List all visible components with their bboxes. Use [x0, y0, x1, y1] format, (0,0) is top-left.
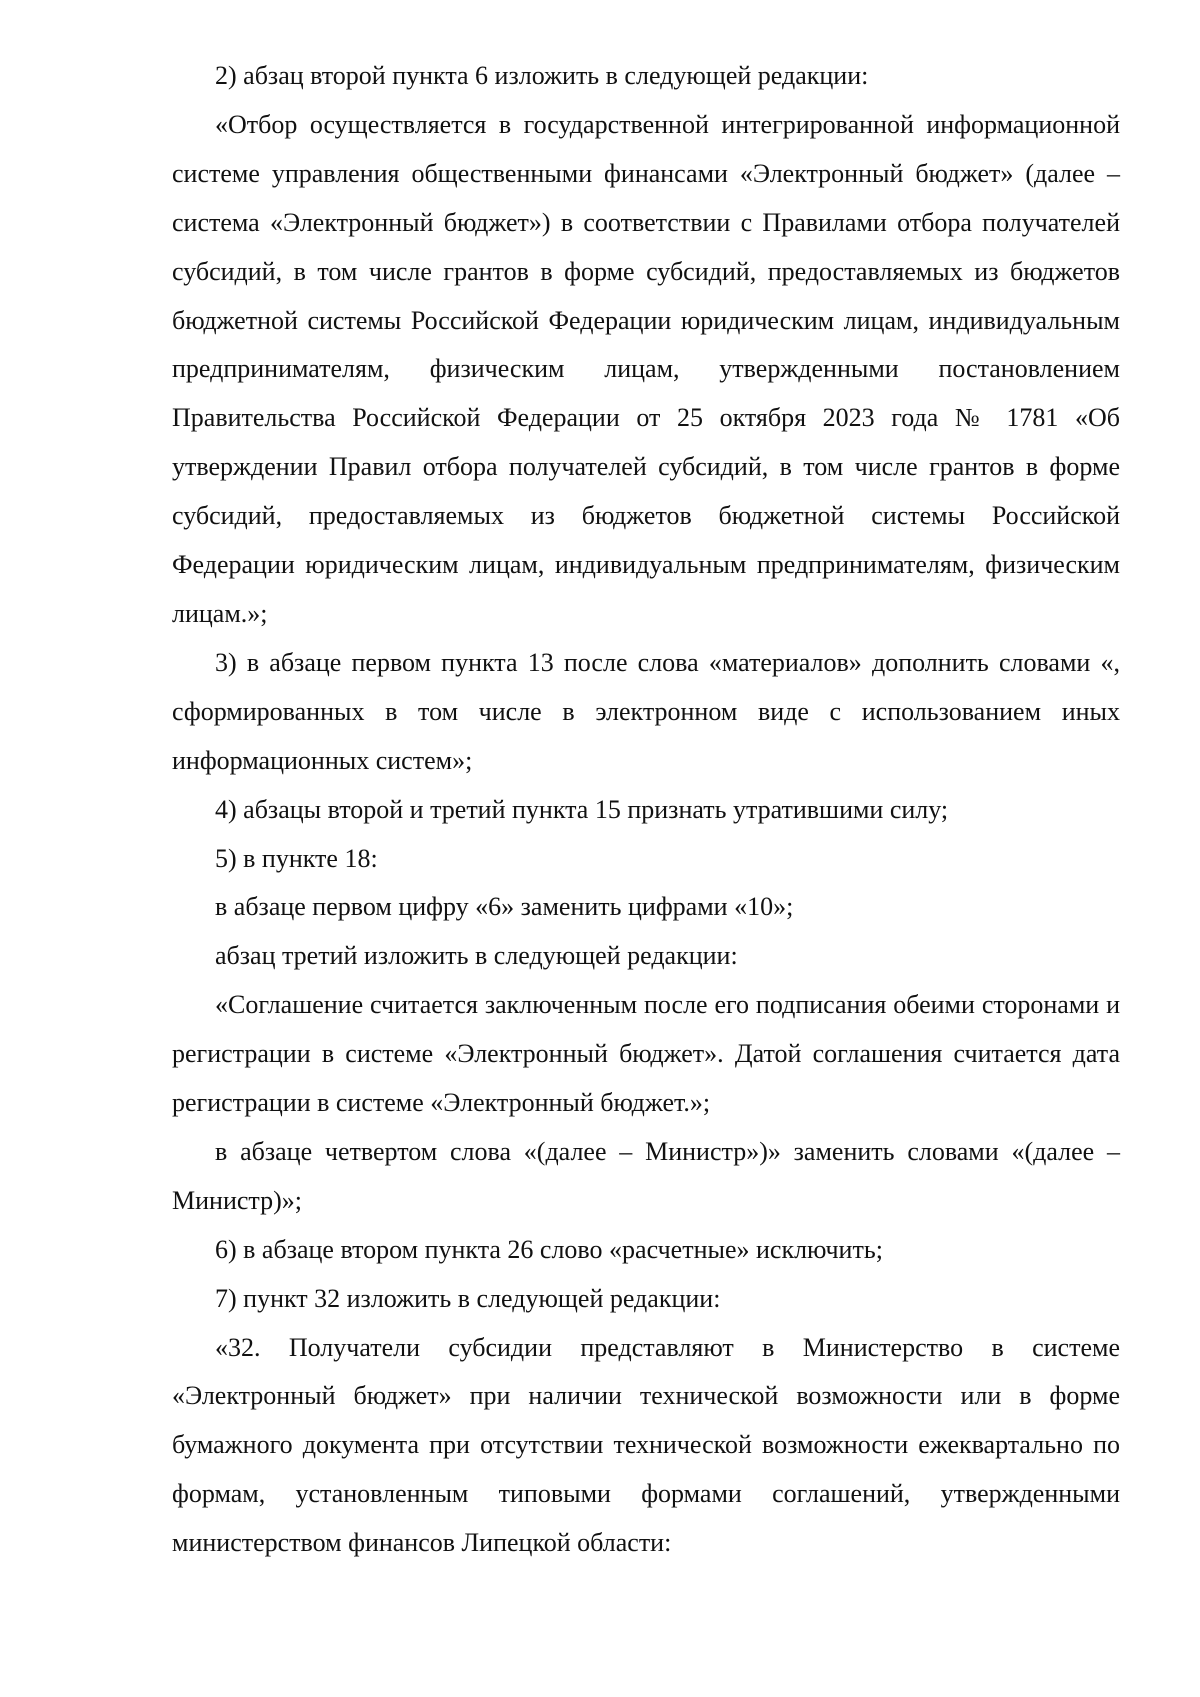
paragraph-item-3: 3) в абзаце первом пункта 13 после слова «материалов» дополнить словами «, сформированных в том числе в электронном виде с использованием иных информационных систем»; [172, 647, 1120, 775]
paragraph-item-6: 6) в абзаце втором пункта 26 слово «расчетные» исключить; [215, 1234, 883, 1264]
paragraph-item-5-third-abzac: абзац третий изложить в следующей редакции: [215, 941, 738, 971]
paragraph-item-32-text: «32. Получатели субсидии представляют в Министерство в системе «Электронный бюджет» при наличии технической возможности или в форме бумажного документа при отсутствии технической возможности ежеквартально по формам, установленным типовыми формами соглашений, утвержденными министерством финансов Липецкой области: [172, 1332, 1120, 1558]
document-body [172, 52, 1120, 1568]
paragraph-item-2: 2) абзац второй пункта 6 изложить в следующей редакции: [215, 61, 869, 90]
paragraph-item-5-first-abzac: в абзаце первом цифру «6» заменить цифрами «10»; [215, 892, 794, 922]
paragraph-item-7: 7) пункт 32 изложить в следующей редакции: [215, 1283, 721, 1313]
paragraph-item-5-fourth-abzac: в абзаце четвертом слова «(далее – Министр»)» заменить словами «(далее – Министр)»; [172, 1136, 1120, 1215]
paragraph-selection-procedure: «Отбор осуществляется в государственной интегрированной информационной системе управления общественными финансами «Электронный бюджет» (далее – система «Электронный бюджет») в соответствии с Правилами отбора получателей субсидий, в том числе грантов в форме субсидий, предоставляемых из бюджетов бюджетной системы Российской Федерации юридическим лицам, индивидуальным предпринимателям, физическим лицам, утвержденными постановлением Правительства Российской Федерации от 25 октября 2023 года № 1781 «Об утверждении Правил отбора получателей субсидий, в том числе грантов в форме субсидий, предоставляемых из бюджетов бюджетной системы Российской Федерации юридическим лицам, индивидуальным предпринимателям, физическим лицам.»; [172, 109, 1120, 628]
paragraph-item-5: 5) в пункте 18: [215, 843, 378, 873]
paragraph-agreement-text: «Соглашение считается заключенным после его подписания обеими сторонами и регистрации в системе «Электронный бюджет». Датой соглашения считается дата регистрации в системе «Электронный бюджет.»; [172, 990, 1120, 1118]
paragraph-item-4: 4) абзацы второй и третий пункта 15 признать утратившими силу; [215, 794, 949, 824]
